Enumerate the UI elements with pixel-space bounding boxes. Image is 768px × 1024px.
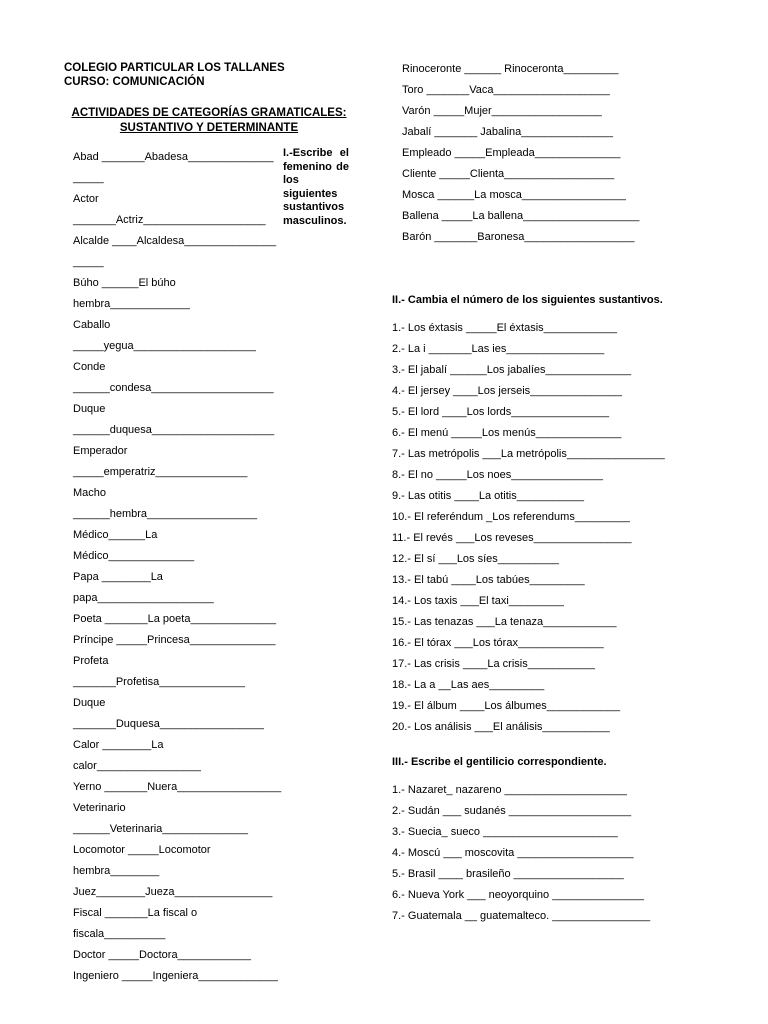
list-item: 20.- Los análisis ___El análisis___________ [392, 721, 610, 733]
list-item: Conde [73, 361, 106, 373]
list-item: _______Duquesa_________________ [73, 718, 264, 730]
list-item: Cliente _____Clienta__________________ [402, 168, 615, 180]
list-item: Yerno _______Nuera_________________ [73, 781, 282, 793]
list-item: 4.- Moscú ___ moscovita ___________________ [392, 847, 634, 859]
list-item: 17.- Las crisis ____La crisis___________ [392, 658, 596, 670]
list-item: Ballena _____La ballena___________________ [402, 210, 640, 222]
list-item: Mosca ______La mosca_________________ [402, 189, 626, 201]
list-item: 6.- El menú _____Los menús______________ [392, 427, 622, 439]
list-item: 2.- Sudán ___ sudanés ____________________ [392, 805, 632, 817]
list-item: _____ [73, 172, 104, 184]
school-name: COLEGIO PARTICULAR LOS TALLANES [64, 62, 285, 74]
list-item: Juez________Jueza________________ [73, 886, 273, 898]
demonym-list [392, 780, 722, 927]
title-line-2: SUSTANTIVO Y DETERMINANTE [119, 122, 299, 134]
section3-title: III.- Escribe el gentilicio correspondiente. [392, 756, 607, 768]
list-item: Actor [73, 193, 99, 205]
list-item: _______Profetisa______________ [73, 676, 245, 688]
list-item: _____ [73, 256, 104, 268]
list-item: Poeta _______La poeta______________ [73, 613, 277, 625]
list-item: Doctor _____Doctora____________ [73, 949, 251, 961]
list-item: Locomotor _____Locomotor [73, 844, 211, 856]
list-item: 16.- El tórax ___Los tórax______________ [392, 637, 604, 649]
list-item: 13.- El tabú ____Los tabúes_________ [392, 574, 585, 586]
list-item: hembra________ [73, 865, 160, 877]
list-item: Macho [73, 487, 107, 499]
list-item: 9.- Las otitis ____La otitis___________ [392, 490, 585, 502]
list-item: 7.- Las metrópolis ___La metrópolis________________ [392, 448, 665, 460]
list-item: Papa ________La [73, 571, 163, 583]
number-change-list [392, 318, 722, 738]
list-item: Rinoceronte ______ Rinoceronta_________ [402, 63, 619, 75]
list-item: 3.- Suecia_ sueco ______________________ [392, 826, 618, 838]
list-item: _____emperatriz_______________ [73, 466, 248, 478]
list-item: ______condesa____________________ [73, 382, 274, 394]
list-item: 2.- La i _______Las ies________________ [392, 343, 605, 355]
list-item: Barón _______Baronesa__________________ [402, 231, 635, 243]
list-item: 14.- Los taxis ___El taxi_________ [392, 595, 564, 607]
list-item: Médico______________ [73, 550, 195, 562]
list-item: 1.- Los éxtasis _____El éxtasis____________ [392, 322, 618, 334]
feminine-list-right [402, 59, 702, 248]
list-item: Duque [73, 403, 106, 415]
list-item: Alcalde ____Alcaldesa_______________ [73, 235, 277, 247]
list-item: 12.- El sí ___Los síes__________ [392, 553, 559, 565]
list-item: Príncipe _____Princesa______________ [73, 634, 276, 646]
list-item: _______Actriz____________________ [73, 214, 266, 226]
list-item: Calor ________La [73, 739, 164, 751]
list-item: Empleado _____Empleada______________ [402, 147, 621, 159]
course-name: CURSO: COMUNICACIÓN [64, 76, 205, 88]
school-header [64, 61, 285, 89]
list-item: Toro _______Vaca___________________ [402, 84, 610, 96]
list-item: 3.- El jabalí ______Los jabalíes______________ [392, 364, 632, 376]
list-item: fiscala__________ [73, 928, 166, 940]
list-item: 7.- Guatemala __ guatemalteco. ________________ [392, 910, 651, 922]
list-item: 1.- Nazaret_ nazareno ____________________ [392, 784, 627, 796]
list-item: Abad _______Abadesa______________ [73, 151, 274, 163]
list-item: 8.- El no _____Los noes_______________ [392, 469, 604, 481]
list-item: Búho ______El búho [73, 277, 176, 289]
section2-title: II.- Cambia el número de los siguientes sustantivos. [392, 294, 663, 306]
list-item: Médico______La [73, 529, 158, 541]
list-item: 19.- El álbum ____Los álbumes____________ [392, 700, 621, 712]
list-item: 15.- Las tenazas ___La tenaza____________ [392, 616, 617, 628]
list-item: ______Veterinaria______________ [73, 823, 248, 835]
list-item: Fiscal _______La fiscal o [73, 907, 198, 919]
list-item: 6.- Nueva York ___ neoyorquino _______________ [392, 889, 644, 901]
list-item: 11.- El revés ___Los reveses________________ [392, 532, 632, 544]
list-item: ______hembra__________________ [73, 508, 258, 520]
worksheet-title [64, 106, 354, 136]
list-item: 5.- El lord ____Los lords________________ [392, 406, 610, 418]
list-item: ______duquesa____________________ [73, 424, 275, 436]
list-item: hembra_____________ [73, 298, 190, 310]
list-item: Caballo [73, 319, 111, 331]
list-item: Varón _____Mujer__________________ [402, 105, 602, 117]
list-item: calor_________________ [73, 760, 201, 772]
list-item: 10.- El referéndum _Los referendums_________ [392, 511, 630, 523]
feminine-list-left [73, 147, 282, 987]
section1-instruction: I.-Escribe el femenino de los siguientes sustantivos masculinos. [283, 147, 349, 227]
list-item: 4.- El jersey ____Los jerseis_______________ [392, 385, 622, 397]
list-item: Duque [73, 697, 106, 709]
list-item: 18.- La a __Las aes_________ [392, 679, 545, 691]
list-item: Jabalí _______ Jabalina_______________ [402, 126, 614, 138]
list-item: Veterinario [73, 802, 126, 814]
list-item: papa___________________ [73, 592, 214, 604]
list-item: Ingeniero _____Ingeniera_____________ [73, 970, 278, 982]
list-item: Profeta [73, 655, 109, 667]
list-item: _____yegua____________________ [73, 340, 256, 352]
list-item: 5.- Brasil ____ brasileño __________________ [392, 868, 624, 880]
title-line-1: ACTIVIDADES DE CATEGORÍAS GRAMATICALES: [71, 107, 347, 119]
list-item: Emperador [73, 445, 128, 457]
